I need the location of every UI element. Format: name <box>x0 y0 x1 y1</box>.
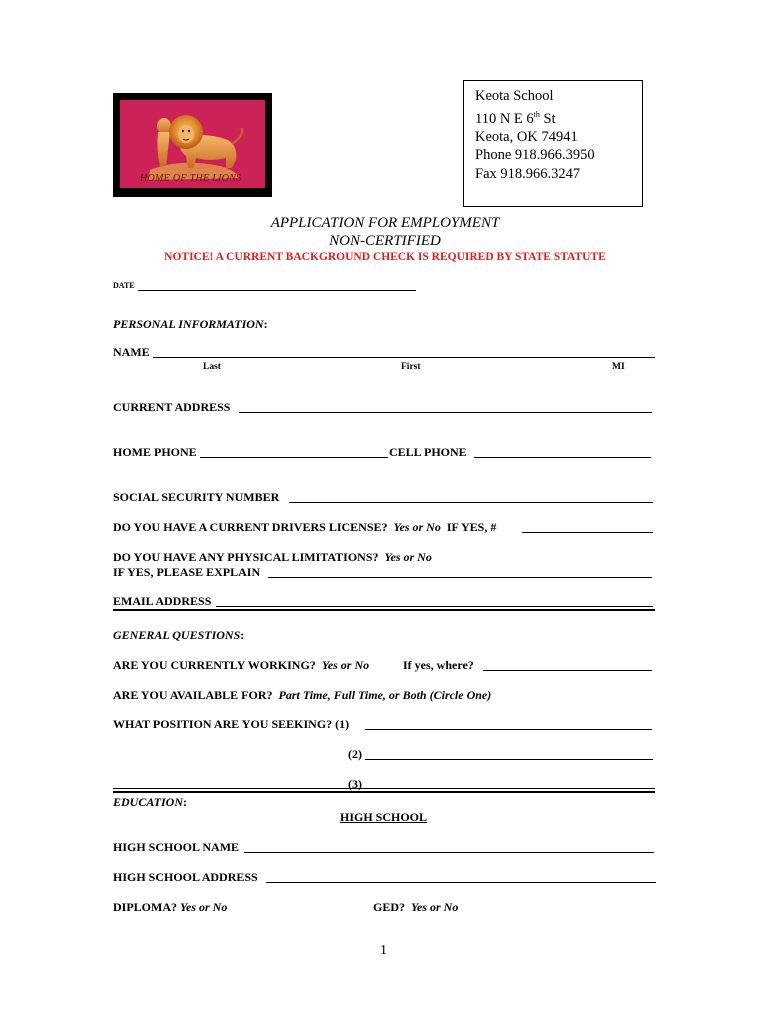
school-fax: Fax 918.966.3247 <box>475 165 581 182</box>
position-question: WHAT POSITION ARE YOU SEEKING? (1) <box>113 717 350 731</box>
hs-address-label: HIGH SCHOOL ADDRESS <box>113 870 258 884</box>
high-school-heading: HIGH SCHOOL <box>340 810 428 824</box>
school-city: Keota, OK 74941 <box>475 128 578 145</box>
position-3-field[interactable] <box>113 788 655 789</box>
position-2-field[interactable] <box>365 759 653 760</box>
ged-question: GED? Yes or No <box>373 900 459 914</box>
hs-address-field[interactable] <box>266 882 656 883</box>
email-label: EMAIL ADDRESS <box>113 594 212 608</box>
availability-options: Part Time, Full Time, or Both (Circle One) <box>278 688 492 702</box>
date-label: DATE <box>113 281 135 290</box>
hs-name-label: HIGH SCHOOL NAME <box>113 840 240 854</box>
license-options: Yes or No <box>393 520 441 534</box>
availability-question: ARE YOU AVAILABLE FOR? Part Time, Full Time, or Both (Circle One) <box>113 688 492 702</box>
where-label: If yes, where? <box>403 658 474 672</box>
physical-limitations-question: DO YOU HAVE ANY PHYSICAL LIMITATIONS? Yes or No <box>113 550 432 564</box>
drivers-license-question: DO YOU HAVE A CURRENT DRIVERS LICENSE? Yes or No IF YES, # <box>113 520 497 534</box>
school-name: Keota School <box>475 88 554 104</box>
current-address-label: CURRENT ADDRESS <box>113 400 231 414</box>
position-2-label: (2) <box>348 747 362 761</box>
cell-phone-label: CELL PHONE <box>389 445 467 459</box>
diploma-question: DIPLOMA? Yes or No <box>113 900 228 914</box>
limitations-options: Yes or No <box>384 550 432 564</box>
school-address-box <box>463 80 643 207</box>
section-divider <box>113 609 655 611</box>
license-if-yes-label: IF YES, # <box>446 520 497 534</box>
explain-field[interactable] <box>268 577 652 578</box>
form-subtitle: NON-CERTIFIED <box>329 233 441 249</box>
date-field[interactable] <box>138 290 416 291</box>
first-name-hint: First <box>401 362 421 372</box>
ged-options: Yes or No <box>411 900 459 914</box>
section-divider-2 <box>113 791 655 793</box>
cell-phone-field[interactable] <box>474 457 651 458</box>
hs-name-field[interactable] <box>244 852 654 853</box>
middle-initial-hint: MI <box>612 362 625 372</box>
school-street: 110 N E 6th St <box>475 109 556 127</box>
home-phone-label: HOME PHONE <box>113 445 197 459</box>
home-phone-field[interactable] <box>200 457 388 458</box>
name-label: NAME <box>113 345 150 359</box>
personal-info-heading: PERSONAL INFORMATION: <box>113 317 268 331</box>
background-check-notice: NOTICE! A CURRENT BACKGROUND CHECK IS REQUIRED BY STATE STATUTE <box>164 251 606 263</box>
school-phone: Phone 918.966.3950 <box>475 147 595 164</box>
form-title: APPLICATION FOR EMPLOYMENT <box>270 215 500 231</box>
name-field[interactable] <box>153 357 655 358</box>
working-options: Yes or No <box>321 658 370 672</box>
email-field[interactable] <box>216 606 653 607</box>
general-questions-heading: GENERAL QUESTIONS: <box>113 628 245 642</box>
explain-label: IF YES, PLEASE EXPLAIN <box>113 565 261 579</box>
education-heading: EDUCATION: <box>113 795 188 809</box>
school-logo <box>113 93 272 197</box>
position-1-field[interactable] <box>365 729 652 730</box>
where-field[interactable] <box>483 670 652 671</box>
diploma-options: Yes or No <box>180 900 228 914</box>
license-number-field[interactable] <box>522 532 653 533</box>
ssn-field[interactable] <box>289 502 653 503</box>
ssn-label: SOCIAL SECURITY NUMBER <box>113 490 280 504</box>
position-3-label: (3) <box>348 777 362 791</box>
currently-working-question: ARE YOU CURRENTLY WORKING? Yes or No <box>113 658 370 672</box>
current-address-field[interactable] <box>239 412 652 413</box>
lion-image <box>120 100 265 188</box>
last-name-hint: Last <box>203 362 221 372</box>
logo-caption: HOME OF THE LIONS <box>140 173 242 184</box>
page-number: 1 <box>380 943 387 958</box>
